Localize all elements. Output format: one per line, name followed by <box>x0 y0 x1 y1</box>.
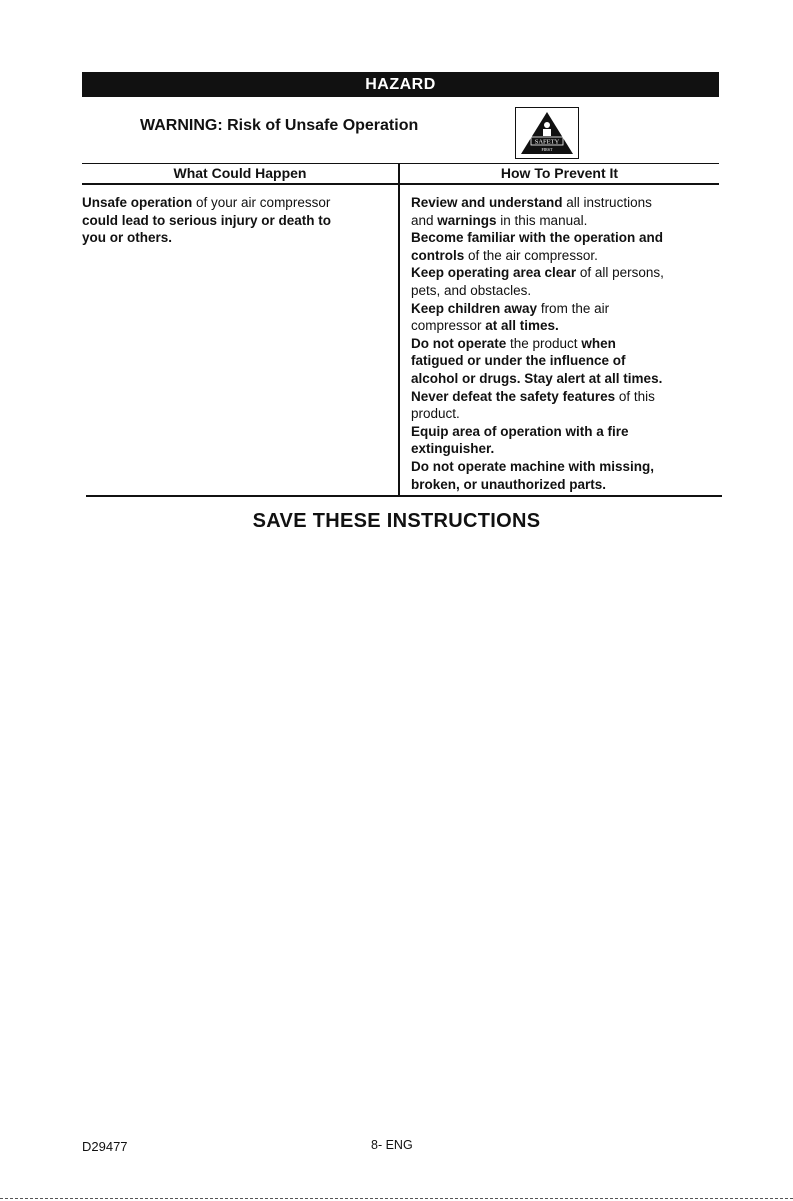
text-span: in this manual. <box>496 212 588 228</box>
table-header-rule <box>82 183 719 185</box>
bold-text: Do not operate machine with missing, <box>411 458 655 474</box>
text-span: of the air compressor. <box>464 247 598 263</box>
text-span: product. <box>411 406 460 422</box>
text-line <box>411 317 664 335</box>
left-column-header: What Could Happen <box>173 165 307 181</box>
text-line <box>411 440 664 458</box>
safety-badge-line2: FIRST <box>541 147 553 152</box>
text-span: of all persons, <box>576 265 664 281</box>
bold-text: Keep children away <box>411 300 538 316</box>
right-column-text <box>411 194 664 493</box>
bold-text: at all times. <box>485 318 559 334</box>
bold-text: controls <box>411 247 465 263</box>
text-line <box>411 229 664 247</box>
bold-text: Review and understand <box>411 195 563 210</box>
text-span: from the air <box>537 300 610 316</box>
text-span: pets, and obstacles. <box>411 282 532 298</box>
bold-text: fatigued or under the influence of <box>411 353 626 369</box>
text-line <box>82 229 331 247</box>
text-span: and <box>411 212 438 228</box>
safety-first-icon <box>515 107 579 159</box>
bold-text: you or others. <box>82 230 173 246</box>
left-column-text <box>82 194 331 247</box>
safety-badge-line1: SAFETY <box>534 138 560 146</box>
bold-text: Unsafe operation <box>82 195 193 210</box>
warning-title: WARNING: Risk of Unsafe Operation <box>140 117 419 134</box>
text-line <box>411 300 664 318</box>
text-span: all instructions <box>562 195 652 210</box>
text-span: of this <box>615 388 655 404</box>
bold-text: Never defeat the safety features <box>411 388 616 404</box>
table-top-rule <box>82 163 719 164</box>
text-line <box>411 282 664 300</box>
text-line <box>411 212 664 230</box>
text-line <box>411 423 664 441</box>
text-line <box>411 247 664 265</box>
text-line <box>411 388 664 406</box>
bold-text: extinguisher. <box>411 441 495 457</box>
text-line <box>82 194 331 212</box>
bold-text: alcohol or drugs. Stay alert at all times. <box>411 370 663 386</box>
text-line <box>411 264 664 282</box>
hazard-banner-title: HAZARD <box>365 76 436 93</box>
text-span: of your air compressor <box>192 195 331 210</box>
text-span: compressor <box>411 318 486 334</box>
bold-text: broken, or unauthorized parts. <box>411 476 607 492</box>
text-line <box>411 458 664 476</box>
text-span: the product <box>506 335 582 351</box>
document-code: D29477 <box>82 1139 128 1154</box>
text-line <box>411 476 664 494</box>
bold-text: Keep operating area clear <box>411 265 577 281</box>
text-line <box>411 370 664 388</box>
save-instructions-title: SAVE THESE INSTRUCTIONS <box>252 510 541 532</box>
bold-text: could lead to serious injury or death to <box>82 212 332 228</box>
text-line <box>82 212 331 230</box>
table-bottom-rule <box>86 495 722 497</box>
hazard-banner <box>82 72 719 97</box>
text-line <box>411 352 664 370</box>
text-line <box>411 335 664 353</box>
text-line <box>411 405 664 423</box>
table-column-divider <box>398 163 400 497</box>
page-edge-dash <box>0 1198 793 1199</box>
bold-text: when <box>581 335 616 351</box>
right-column-header: How To Prevent It <box>500 165 619 181</box>
bold-text: Equip area of operation with a fire <box>411 423 629 439</box>
text-line <box>411 194 664 212</box>
bold-text: Do not operate <box>411 335 507 351</box>
bold-text: Become familiar with the operation and <box>411 230 664 246</box>
page-number: 8- ENG <box>371 1138 413 1152</box>
bold-text: warnings <box>437 212 497 228</box>
